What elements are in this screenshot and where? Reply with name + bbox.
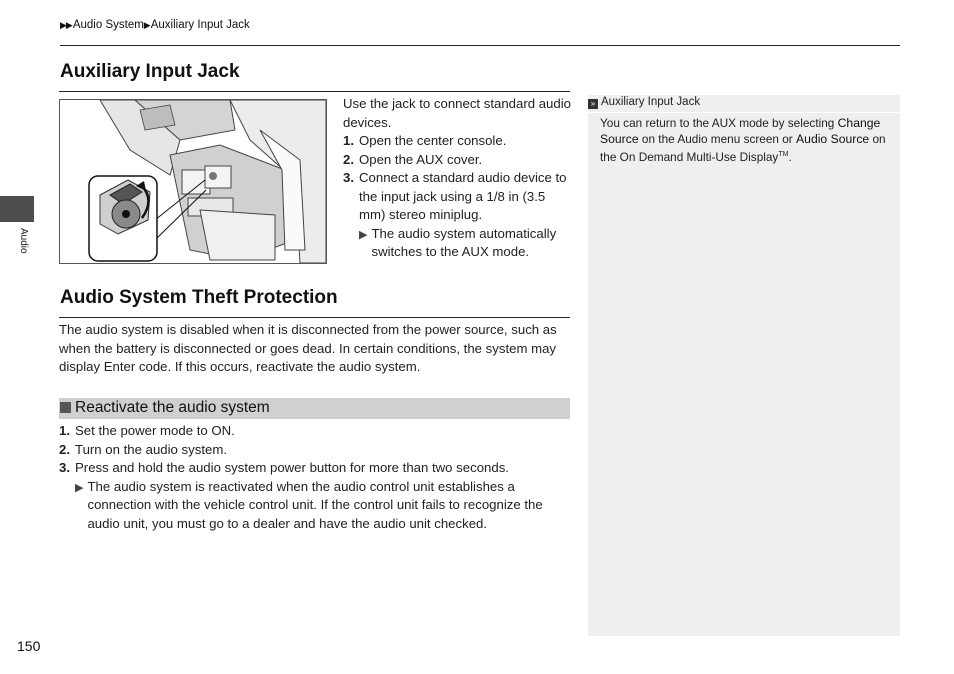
step-text: Turn on the audio system. xyxy=(75,441,227,457)
reactivate-step-1 xyxy=(59,422,571,441)
result-arrow-icon: ▶ xyxy=(75,481,84,494)
chapter-tab[interactable] xyxy=(0,196,34,222)
subsection-heading xyxy=(59,398,570,419)
side-note-title: Auxiliary Input Jack xyxy=(601,96,701,108)
step-text: Connect a standard audio device to the input jack using a 1/8 in (3.5 mm) stereo miniplug. xyxy=(359,170,567,222)
note-text: You can return to the AUX mode by selecting xyxy=(600,116,838,130)
page-number: 150 xyxy=(17,638,41,654)
breadcrumb-item-audio-system[interactable]: Audio System xyxy=(72,19,144,31)
step-number: 3. xyxy=(343,170,354,185)
side-note-panel xyxy=(588,95,900,636)
result-text: The audio system is reactivated when the audio control unit establishes a connection with the vehicle control unit. If the control unit fails to recognize the audio unit, you must go to a dealer and have the audio unit checked. xyxy=(87,478,543,531)
square-bullet-icon xyxy=(60,402,71,413)
step-number: 2. xyxy=(343,151,354,167)
aux-intro: Use the jack to connect standard audio devices. xyxy=(343,96,571,130)
side-note-heading xyxy=(588,95,900,112)
note-text: on the Audio menu screen or xyxy=(638,132,797,146)
menu-term-audio-source: Audio Source xyxy=(796,132,870,146)
reactivate-result-note xyxy=(59,478,571,534)
breadcrumb xyxy=(60,19,250,31)
aux-result-note xyxy=(343,225,571,262)
step-text: Open the AUX cover. xyxy=(359,151,483,167)
step-number: 1. xyxy=(59,423,70,438)
reactivate-step-3 xyxy=(59,459,571,478)
header-divider xyxy=(60,45,900,46)
note-text: on the On Demand Multi-Use Display xyxy=(600,132,886,164)
step-text: Open the center console. xyxy=(359,133,507,148)
subsection-title: Reactivate the audio system xyxy=(75,399,270,416)
step-text: Set the power mode to ON. xyxy=(75,423,235,438)
breadcrumb-item-auxiliary-input-jack[interactable]: Auxiliary Input Jack xyxy=(150,19,250,31)
trademark-mark: TM xyxy=(778,151,789,158)
console-aux-illustration xyxy=(59,99,327,264)
step-number: 3. xyxy=(59,460,70,475)
side-note-divider xyxy=(588,112,900,113)
aux-step-1 xyxy=(343,132,571,151)
section-divider-theft xyxy=(59,317,570,318)
aux-instructions xyxy=(343,95,571,262)
result-arrow-icon: ▶ xyxy=(359,228,368,241)
step-number: 1. xyxy=(343,133,354,148)
aux-step-2 xyxy=(343,151,571,170)
section-title-aux: Auxiliary Input Jack xyxy=(60,61,240,82)
theft-paragraph: The audio system is disabled when it is disconnected from the power source, such as when the battery is disconnected or goes dead. In certain conditions, the system may display Enter code. If this occurs, reactivate the audio system. xyxy=(59,322,557,374)
side-note-body xyxy=(600,115,892,165)
section-title-theft: Audio System Theft Protection xyxy=(60,287,338,308)
result-text: The audio system automatically switches to the AUX mode. xyxy=(371,225,557,259)
note-reference-icon: » xyxy=(588,99,598,109)
step-number: 2. xyxy=(59,441,70,457)
reactivate-steps xyxy=(59,422,571,533)
reactivate-step-2 xyxy=(59,441,571,460)
step-text: Press and hold the audio system power button for more than two seconds. xyxy=(75,460,509,475)
note-text: . xyxy=(788,149,792,164)
chapter-label: Audio xyxy=(18,228,29,254)
menu-term-change-source: Change Source xyxy=(600,116,881,146)
arrow-icon: ▶ xyxy=(143,20,150,30)
double-arrow-icon: ▶▶ xyxy=(60,20,72,30)
section-divider-aux xyxy=(59,91,570,92)
aux-step-3 xyxy=(343,169,571,225)
